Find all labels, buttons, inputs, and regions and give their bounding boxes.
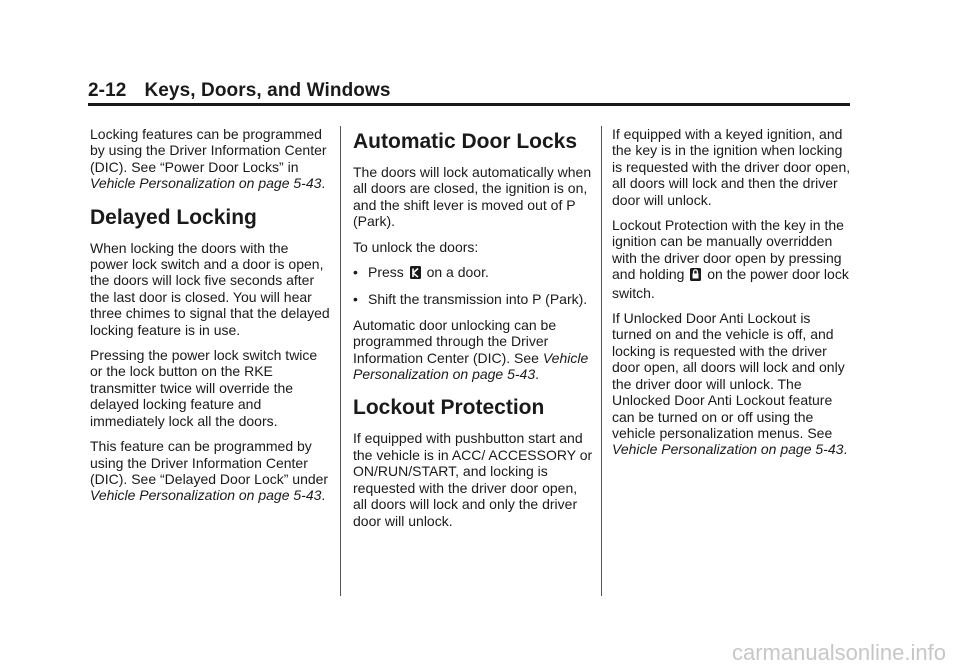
col3-paragraph-3-end: . [843, 441, 848, 458]
intro-paragraph [90, 126, 330, 192]
column-2 [353, 126, 593, 538]
bullet-dot: • [353, 264, 358, 281]
column-3 [612, 126, 852, 467]
delayed-reference-link[interactable]: Vehicle Personalization on page 5-43 [90, 487, 322, 504]
list-item [353, 264, 593, 282]
auto-paragraph-1: The doors will lock automatically when all doors are closed, the ignition is on, and the shift lever is moved out of P (Park). [353, 164, 592, 230]
col3-paragraph-1: If equipped with a keyed ignition, and the key is in the ignition when locking is requested with the driver door open, all doors will lock and then the driver door will unlock. [612, 126, 851, 208]
section-title: Keys, Doors, and Windows [144, 80, 391, 101]
delayed-paragraph-1: When locking the doors with the power lock switch and a door is open, the doors will lock five seconds after the last door is closed. You will hear three chimes to signal that the delayed locking feature is in use. [90, 239, 330, 338]
page-number: 2-12 [88, 80, 127, 101]
bullet-1-post: on a door. [426, 264, 489, 281]
intro-reference-link[interactable]: Vehicle Personalization on page 5-43 [90, 175, 322, 192]
bullet-1-pre: Press [368, 264, 404, 281]
auto-paragraph-3-end: . [535, 366, 540, 383]
delayed-paragraph-2: Pressing the power lock switch twice or the lock button on the RKE transmitter twice will override the delayed locking feature and immediately lock all the doors. [90, 347, 318, 429]
watermark: carmanualsonline.info [731, 640, 946, 665]
col3-reference-link[interactable]: Vehicle Personalization on page 5-43 [612, 441, 844, 458]
intro-text: Locking features can be programmed by using the Driver Information Center (DIC). See “Power Door Locks” in [90, 126, 327, 175]
automatic-door-locks-heading: Automatic Door Locks [353, 130, 578, 153]
list-item [353, 291, 593, 307]
delayed-paragraph-3-end: . [321, 487, 326, 504]
column-divider [340, 126, 341, 596]
auto-paragraph-2: To unlock the doors: [353, 238, 479, 255]
unlock-icon [410, 266, 421, 282]
auto-reference-link[interactable]: Vehicle Personalization on page 5-43 [353, 349, 589, 383]
header-rule [88, 103, 850, 106]
col3-paragraph-2-pre: Lockout Protection with the key in the ignition can be manually overridden with the driver door open by pressing and holding [612, 217, 844, 283]
bullet-dot: • [353, 291, 358, 308]
delayed-paragraph-3-text: This feature can be programmed by using the Driver Information Center (DIC). See “Delayed Door Lock” under [90, 438, 329, 487]
col3-paragraph-2 [612, 217, 852, 301]
intro-end: . [321, 175, 326, 192]
bullet-2-text: Shift the transmission into P (Park). [368, 291, 588, 308]
col3-paragraph-3-text: If Unlocked Door Anti Lockout is turned on and the vehicle is off, and locking is requested with the driver door open, all doors will lock and only the driver door will unlock. The Unlocked Door Anti Lockout feature can be turned on or off using the vehicle personalization menus. See [612, 310, 845, 441]
lockout-protection-heading: Lockout Protection [353, 396, 545, 420]
auto-paragraph-3 [353, 317, 593, 383]
page-header [88, 80, 391, 102]
lock-icon [690, 268, 701, 284]
column-divider [601, 126, 602, 596]
auto-paragraph-3-text: Automatic door unlocking can be programmed through the Driver Information Center (DIC). See [353, 316, 557, 366]
col3-paragraph-2-post: on the power door lock switch. [612, 266, 849, 301]
delayed-paragraph-3 [90, 438, 330, 504]
lockout-paragraph-1: If equipped with pushbutton start and the vehicle is in ACC/ ACCESSORY or ON/RUN/START, and locking is requested with the driver door open, all doors will lock and only the driver door will unlock. [353, 430, 593, 529]
col3-paragraph-3 [612, 310, 852, 458]
delayed-locking-heading: Delayed Locking [90, 205, 257, 229]
column-1 [90, 126, 330, 513]
